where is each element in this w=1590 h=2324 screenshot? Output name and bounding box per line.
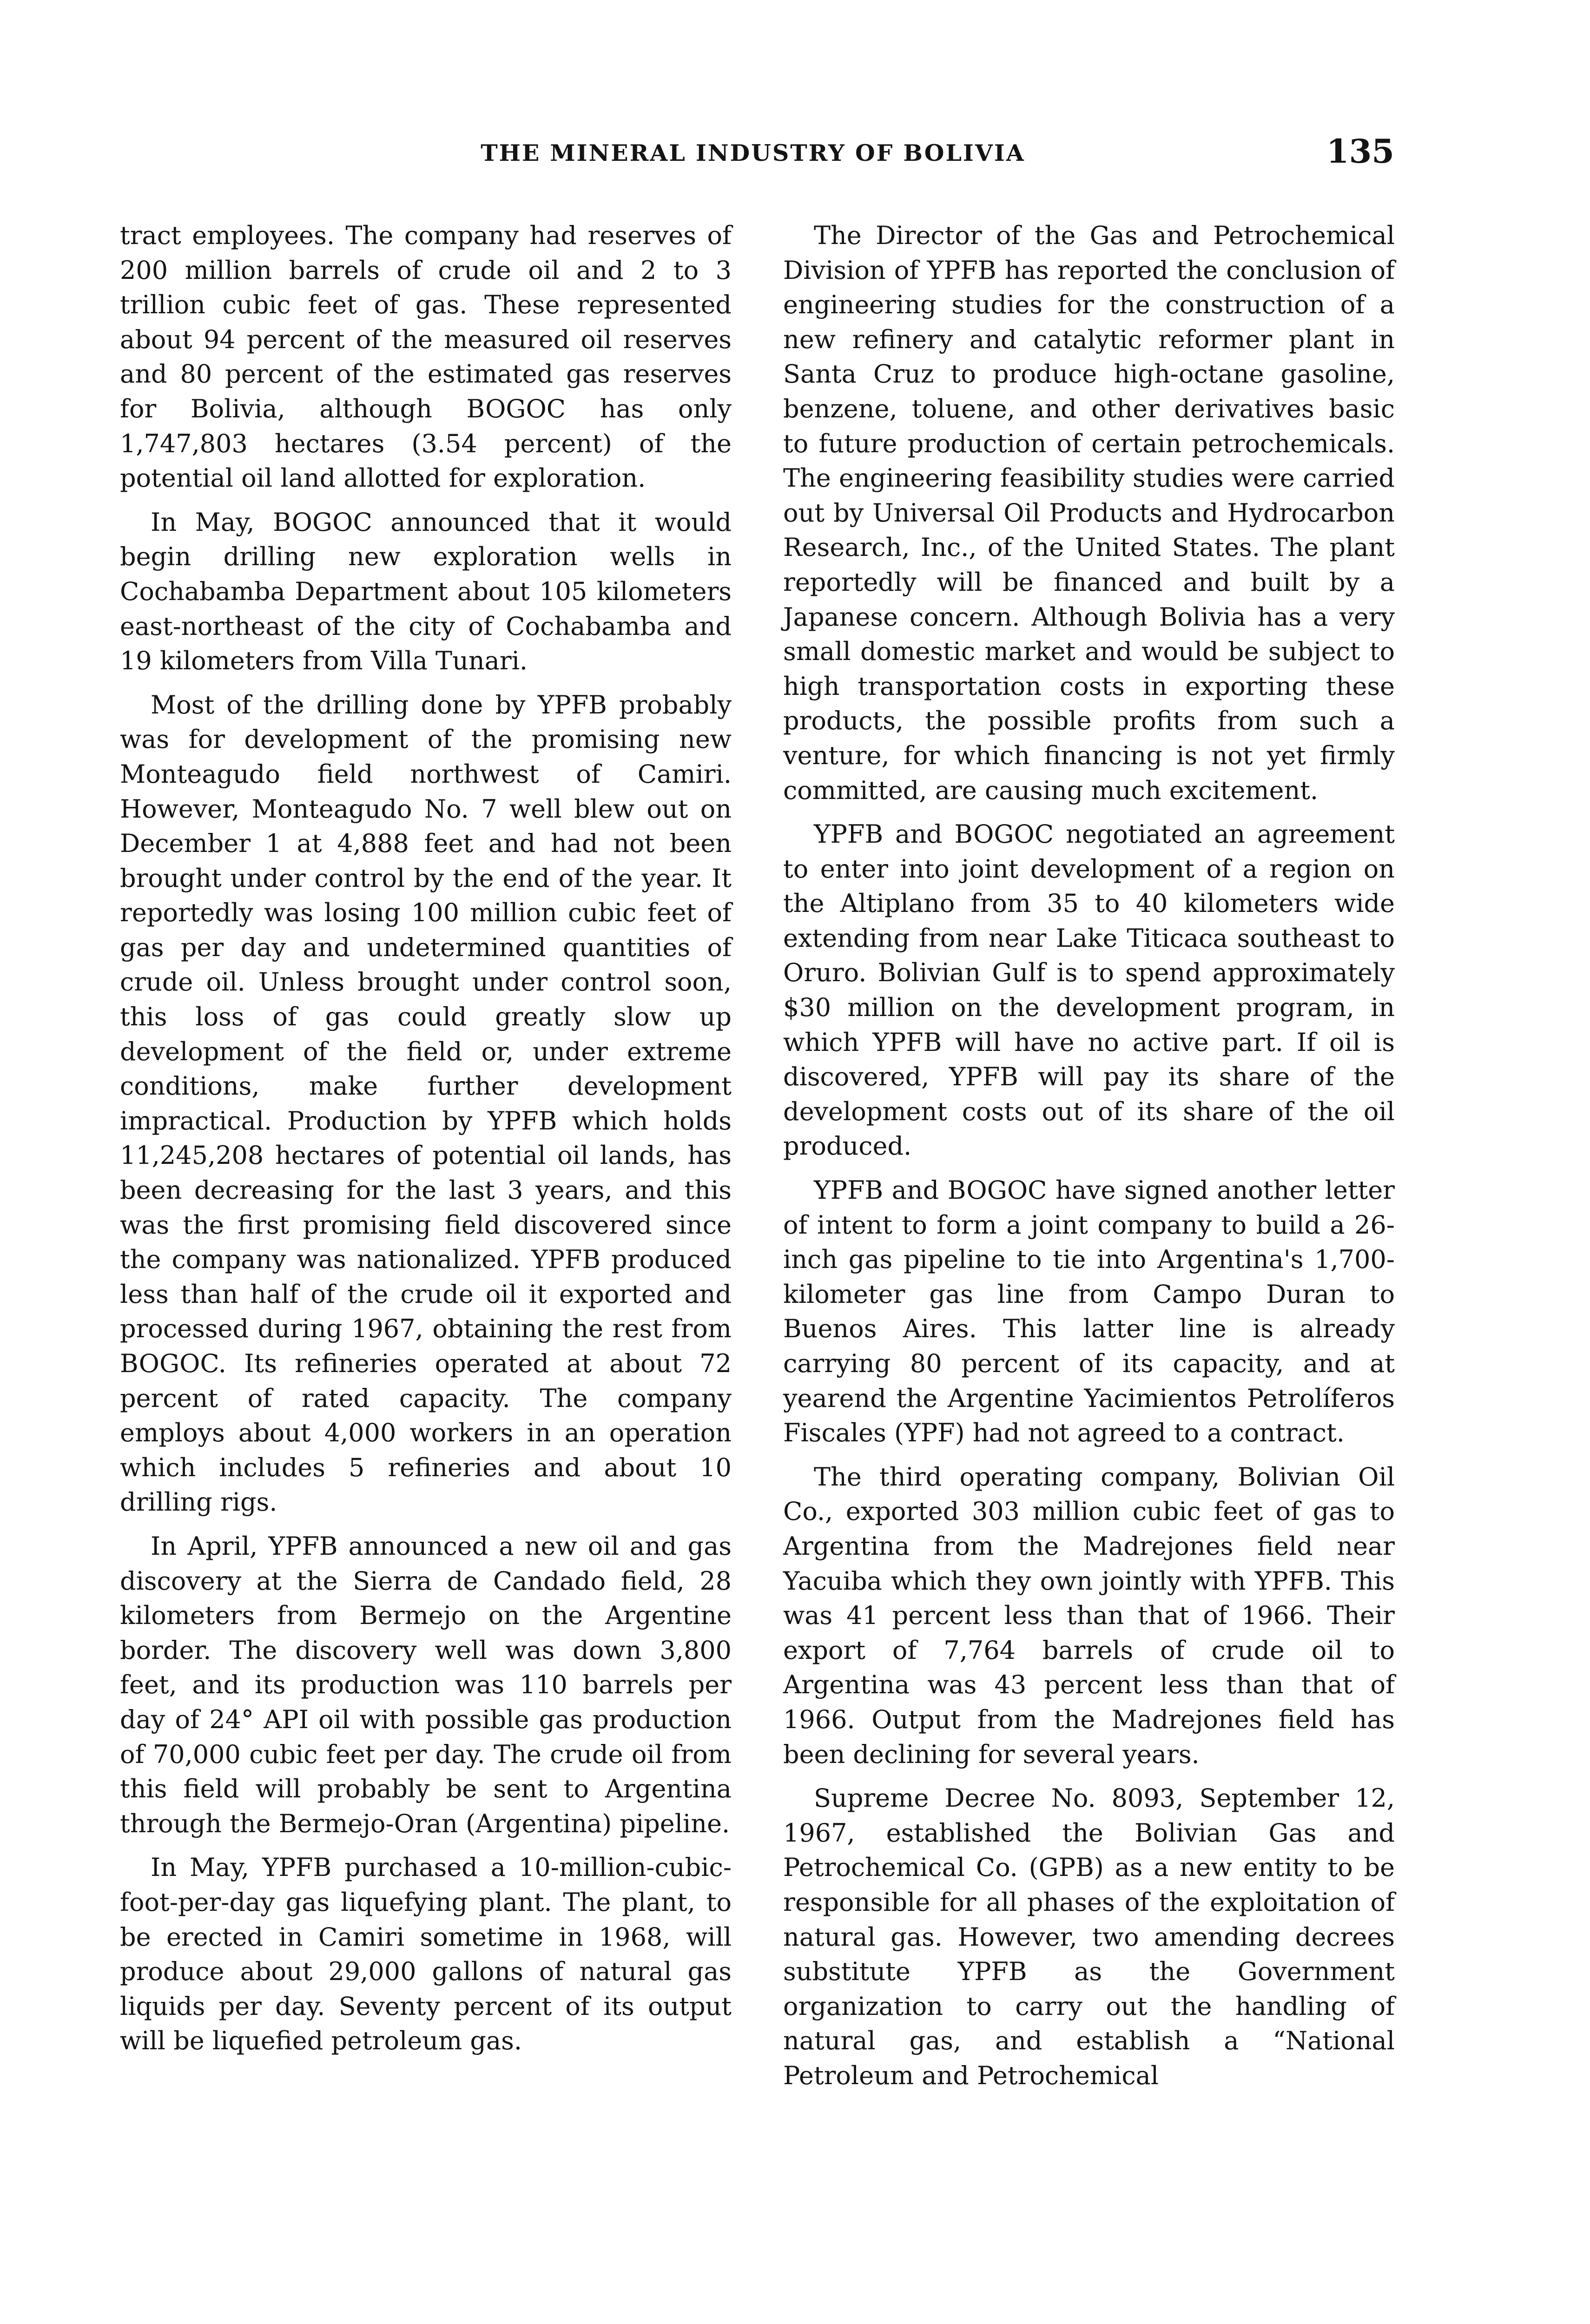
page-number: 135 — [1326, 132, 1394, 171]
paragraph: YPFB and BOGOC have signed another letter of intent to form a joint company to build a 26-inch gas pipeline to tie into Argentina's 1,700-kilometer gas line from Campo Duran to Buenos Aires. This latter line is already carrying 80 percent of its capacity, and at yearend the Argentine Yacimientos Petrolíferos Fiscales (YPF) had not agreed to a contract. — [783, 1175, 1395, 1448]
left-column — [120, 218, 732, 2068]
paragraph: In May, YPFB purchased a 10-million-cubic-foot-per-day gas liquefying plant. The plant, to be erected in Camiri sometime in 1968, will produce about 29,000 gallons of natural gas liquids per day. Seventy percent of its output will be liquefied petroleum gas. — [120, 1853, 732, 2056]
paragraph: Most of the drilling done by YPFB probably was for development of the promising new Monteagudo field northwest of Camiri. However, Monteagudo No. 7 well blew out on December 1 at 4,888 feet and had not been brought under control by the end of the year. It reportedly was losing 100 million cubic feet of gas per day and undetermined quantities of crude oil. Unless brought under control soon, this loss of gas could greatly slow up development of the field or, under extreme conditions, make further development impractical. Production by YPFB which holds 11,245,208 hectares of potential oil lands, has been decreasing for the last 3 years, and this was the first promising field discovered since the company was nationalized. YPFB produced less than half of the crude oil it exported and processed during 1967, obtaining the rest from BOGOC. Its refineries operated at about 72 percent of rated capacity. The company employs about 4,000 workers in an operation which includes 5 refineries and about 10 drilling rigs. — [120, 690, 732, 1517]
paragraph: In April, YPFB announced a new oil and gas discovery at the Sierra de Candado field, 28 kilometers from Bermejo on the Argentine border. The discovery well was down 3,800 feet, and its production was 110 barrels per day of 24° API oil with possible gas production of 70,000 cubic feet per day. The crude oil from this field will probably be sent to Argentina through the Bermejo-Oran (Argentina) pipeline. — [120, 1531, 732, 1838]
paragraph: Supreme Decree No. 8093, September 12, 1967, established the Bolivian Gas and Petrochemical Co. (GPB) as a new entity to be responsible for all phases of the exploitation of natural gas. However, two amending decrees substitute YPFB as the Government organization to carry out the handling of natural gas, and establish a “National Petroleum and Petrochemical — [783, 1783, 1395, 2090]
paragraph: tract employees. The company had reserves of 200 million barrels of crude oil and 2 to 3 trillion cubic feet of gas. These represented about 94 percent of the measured oil reserves and 80 percent of the estimated gas reserves for Bolivia, although BOGOC has only 1,747,803 hectares (3.54 percent) of the potential oil land allotted for exploration. — [120, 221, 732, 493]
page-header — [112, 132, 1394, 186]
paragraph: In May, BOGOC announced that it would begin drilling new exploration wells in Cochabamba Department about 105 kilometers east-northeast of the city of Cochabamba and 19 kilometers from Villa Tunari. — [120, 507, 732, 676]
paragraph: YPFB and BOGOC negotiated an agreement to enter into joint development of a region on the Altiplano from 35 to 40 kilometers wide extending from near Lake Titicaca southeast to Oruro. Bolivian Gulf is to spend approximately $30 million on the development program, in which YPFB will have no active part. If oil is discovered, YPFB will pay its share of the development costs out of its share of the oil produced. — [783, 819, 1395, 1161]
paragraph: The Director of the Gas and Petrochemical Division of YPFB has reported the conclusion of engineering studies for the construction of a new refinery and catalytic reformer plant in Santa Cruz to produce high-octane gasoline, benzene, toluene, and other derivatives basic to future production of certain petrochemicals. The engineering feasibility studies were carried out by Universal Oil Products and Hydrocarbon Research, Inc., of the United States. The plant reportedly will be financed and built by a Japanese concern. Although Bolivia has a very small domestic market and would be subject to high transportation costs in exporting these products, the possible profits from such a venture, for which financing is not yet firmly committed, are causing much excitement. — [783, 221, 1395, 805]
running-title: THE MINERAL INDUSTRY OF BOLIVIA — [481, 139, 1025, 166]
right-column — [783, 218, 1395, 2102]
paragraph: The third operating company, Bolivian Oil Co., exported 303 million cubic feet of gas to Argentina from the Madrejones field near Yacuiba which they own jointly with YPFB. This was 41 percent less than that of 1966. Their export of 7,764 barrels of crude oil to Argentina was 43 percent less than that of 1966. Output from the Madrejones field has been declining for several years. — [783, 1462, 1395, 1769]
